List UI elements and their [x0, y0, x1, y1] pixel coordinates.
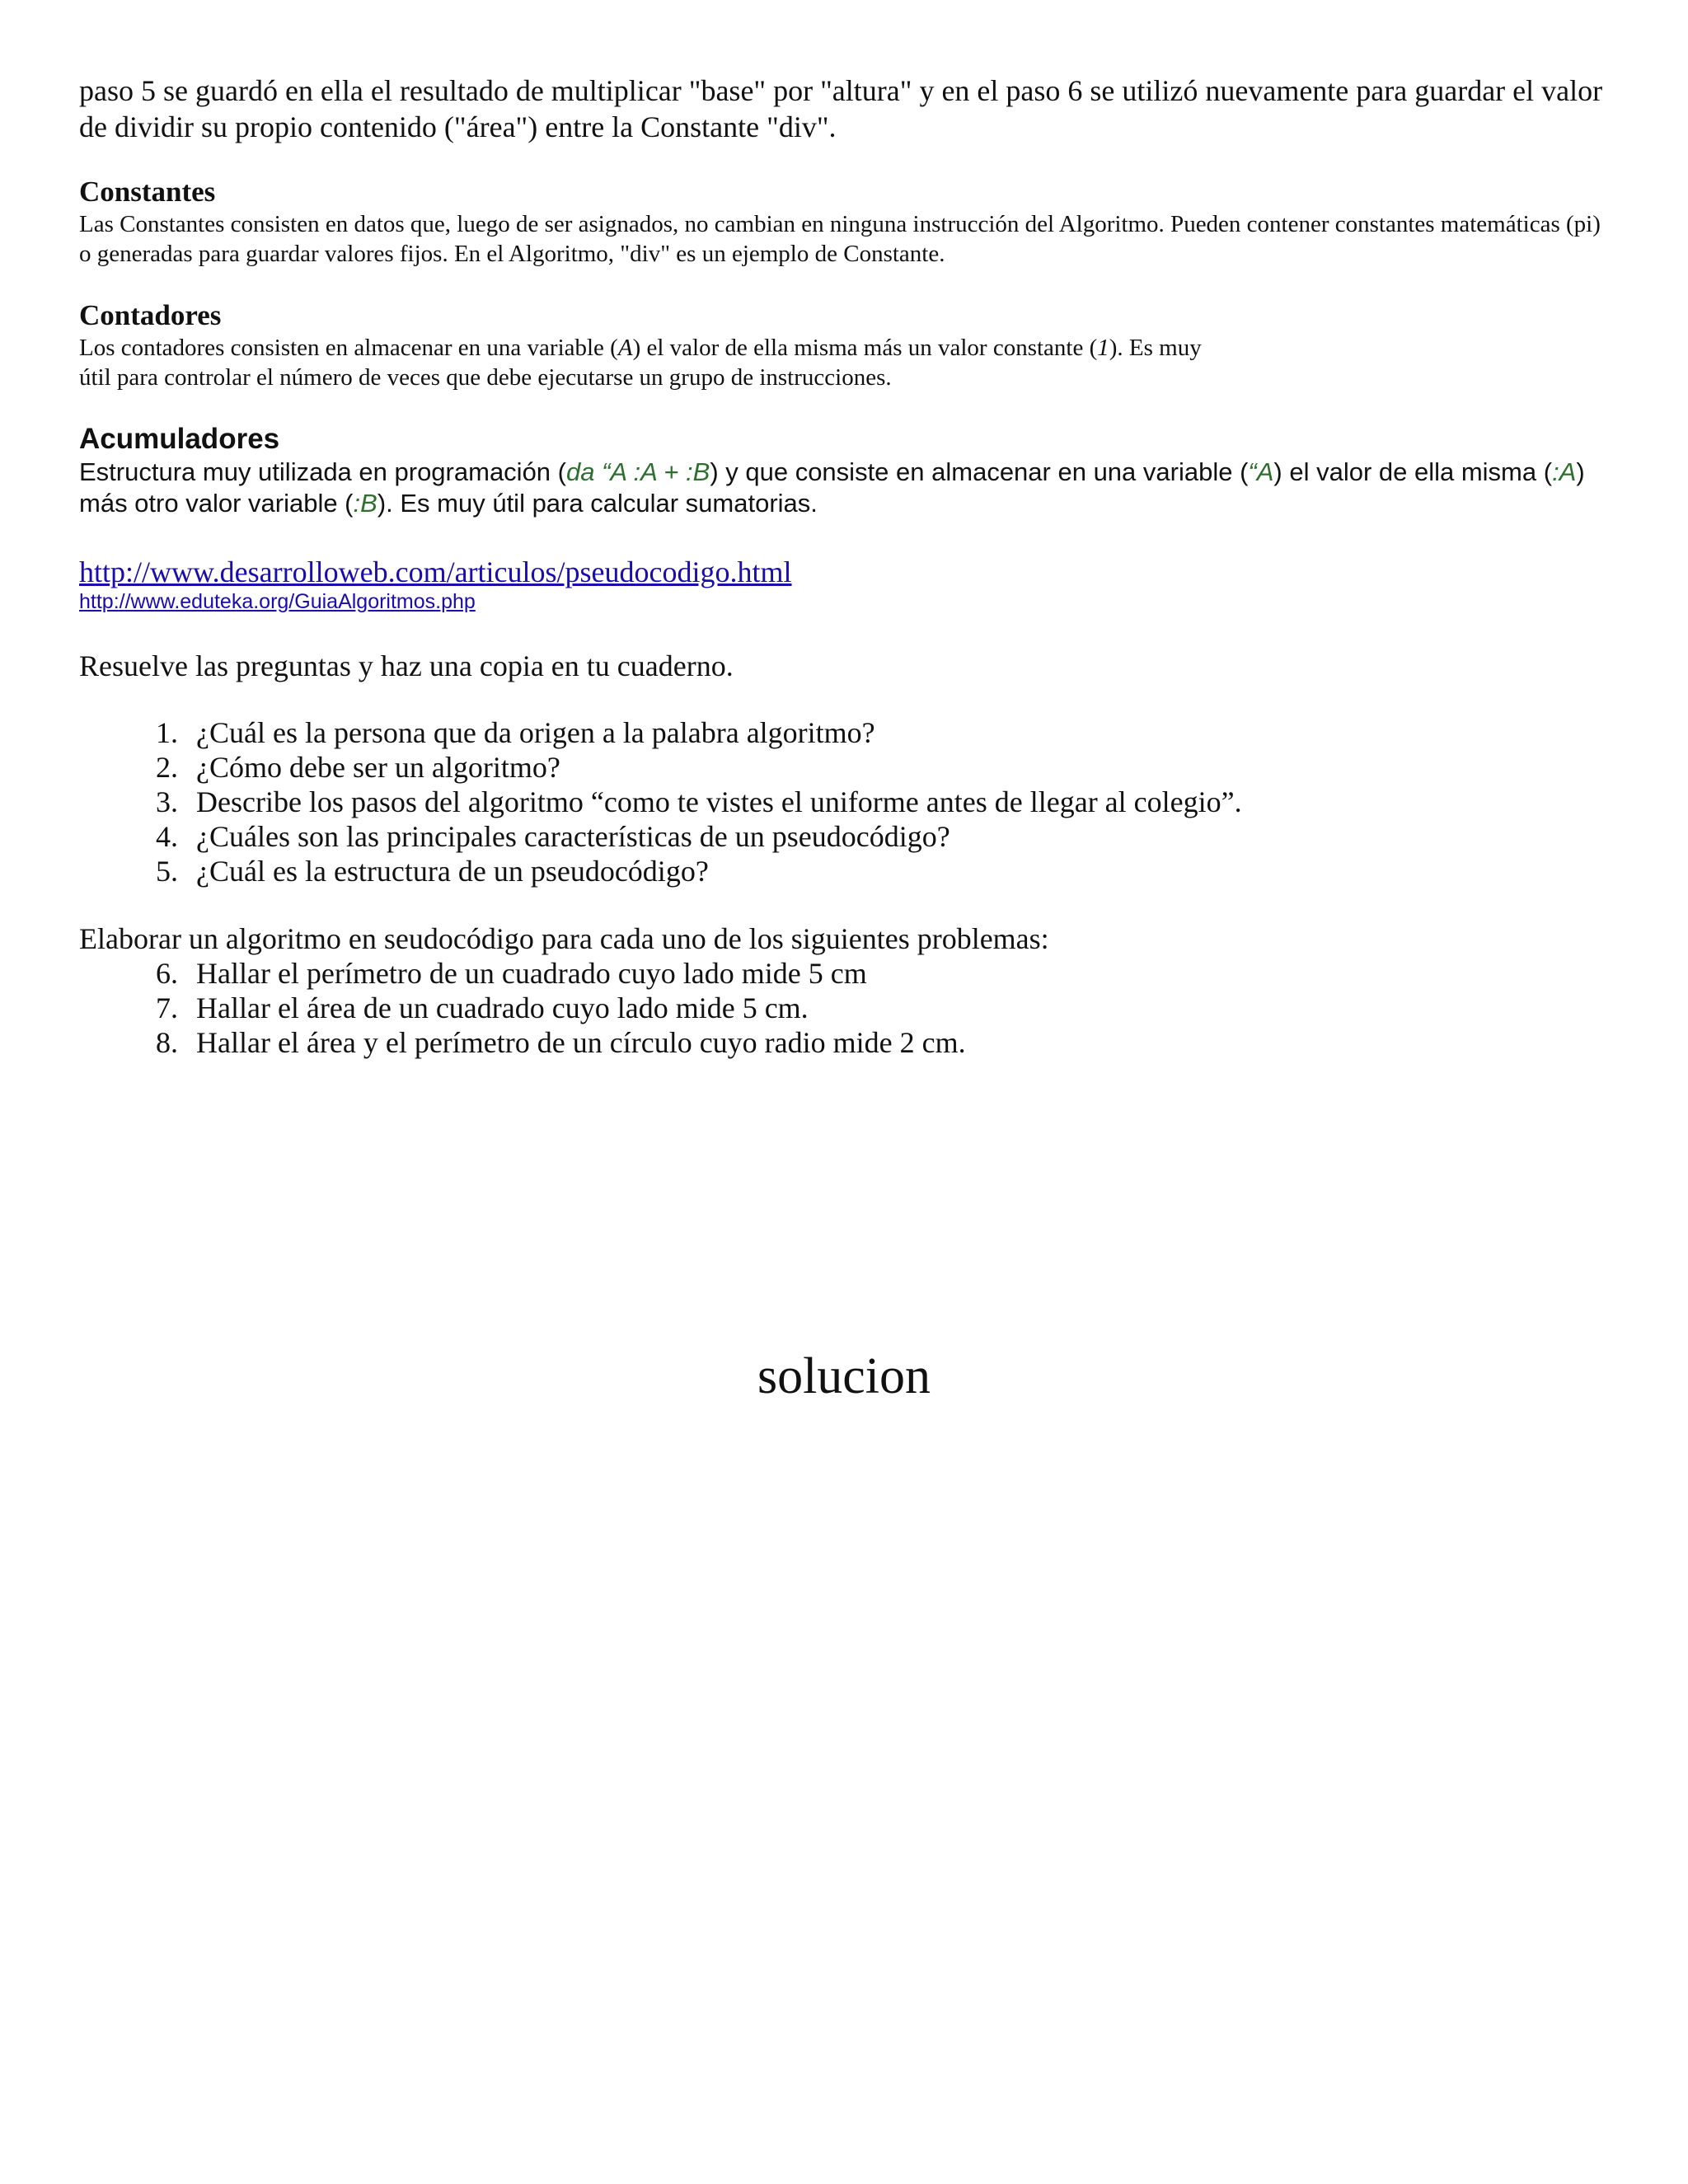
intro-paragraph: paso 5 se guardó en ella el resultado de multiplicar "base" por "altura" y en el paso 6 se utilizó nuevamente para guardar el valor de dividir su propio contenido ("área") entre la Constante "div".	[79, 74, 1603, 143]
eduteka-link[interactable]: http://www.eduteka.org/GuiaAlgoritmos.php	[79, 590, 476, 613]
problem-number: 6.	[156, 957, 178, 990]
question-text: ¿Cómo debe ser un algoritmo?	[196, 751, 560, 784]
list-item	[79, 991, 1612, 1025]
acumuladores-heading: Acumuladores	[79, 423, 280, 455]
problems-list	[79, 956, 1612, 1060]
list-item	[79, 854, 1612, 888]
question-text: ¿Cuál es la estructura de un pseudocódigo?	[196, 855, 709, 888]
acumuladores-var-b: :B	[353, 489, 377, 518]
contadores-text-b: ) el valor de ella misma más un valor constante (	[632, 335, 1098, 361]
contadores-body	[79, 333, 1612, 392]
constantes-section	[79, 175, 1612, 269]
acumuladores-text-4: ) más otro valor variable (	[79, 457, 1585, 518]
contadores-line2: útil para controlar el número de veces que debe ejecutarse un grupo de instrucciones.	[79, 364, 892, 391]
acumuladores-var-a-quoted: “A	[1248, 457, 1274, 486]
question-text: ¿Cuál es la persona que da origen a la palabra algoritmo?	[196, 716, 875, 749]
question-number: 4.	[156, 820, 178, 853]
contadores-var-a: A	[617, 335, 633, 361]
problems-intro: Elaborar un algoritmo en seudocódigo para cada uno de los siguientes problemas:	[79, 922, 1049, 955]
list-item	[79, 750, 1612, 785]
question-text: Describe los pasos del algoritmo “como te vistes el uniforme antes de llegar al colegio”.	[196, 785, 1242, 818]
acumuladores-text-2: ) y que consiste en almacenar en una variable (	[710, 457, 1249, 486]
list-item	[79, 785, 1612, 819]
acumuladores-text-5: ). Es muy útil para calcular sumatorias.	[377, 489, 818, 518]
question-number: 2.	[156, 751, 178, 784]
solucion-title: solucion	[757, 1348, 931, 1404]
acumuladores-section	[79, 422, 1612, 519]
questions-list	[79, 715, 1612, 888]
contadores-section	[79, 298, 1612, 392]
acumuladores-text-1: Estructura muy utilizada en programación (	[79, 457, 566, 486]
list-item	[79, 715, 1612, 750]
acumuladores-text-3: ) el valor de ella misma (	[1273, 457, 1553, 486]
problem-text: Hallar el área y el perímetro de un círculo cuyo radio mide 2 cm.	[196, 1026, 966, 1059]
contadores-heading: Contadores	[79, 299, 222, 331]
problem-text: Hallar el perímetro de un cuadrado cuyo lado mide 5 cm	[196, 957, 867, 990]
question-text: ¿Cuáles son las principales características de un pseudocódigo?	[196, 820, 950, 853]
contadores-text-a: Los contadores consisten en almacenar en una variable (	[79, 335, 618, 361]
acumuladores-var-a: :A	[1552, 457, 1577, 486]
problem-number: 7.	[156, 991, 178, 1024]
reference-links	[79, 555, 1612, 615]
instructions-text: Resuelve las preguntas y haz una copia en tu cuaderno.	[79, 649, 734, 682]
document-page	[79, 73, 1612, 1060]
contadores-text-c: ). Es muy	[1109, 335, 1202, 361]
list-item	[79, 1025, 1612, 1060]
problem-text: Hallar el área de un cuadrado cuyo lado mide 5 cm.	[196, 991, 809, 1024]
list-item	[79, 819, 1612, 854]
contadores-const-1: 1	[1097, 335, 1109, 361]
constantes-heading: Constantes	[79, 176, 216, 208]
list-item	[79, 956, 1612, 991]
question-number: 1.	[156, 716, 178, 749]
acumuladores-body	[79, 457, 1612, 519]
acumuladores-formula: da “A :A + :B	[565, 457, 710, 486]
question-number: 5.	[156, 855, 178, 888]
desarrolloweb-link[interactable]: http://www.desarrolloweb.com/articulos/pseudocodigo.html	[79, 555, 792, 588]
constantes-body: Las Constantes consisten en datos que, luego de ser asignados, no cambian en ninguna instrucción del Algoritmo. Pueden contener constantes matemáticas (pi) o generadas para guardar valores fijos. En el Algoritmo, "div" es un ejemplo de Constante.	[79, 211, 1601, 267]
question-number: 3.	[156, 785, 178, 818]
problem-number: 8.	[156, 1026, 178, 1059]
